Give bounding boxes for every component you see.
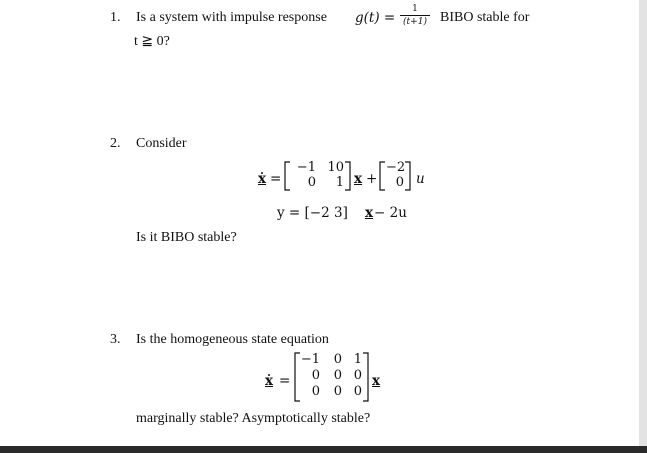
q3-a-23: 0 [353,368,362,383]
q3-matrix-right-bracket [362,352,370,402]
q2-a-21: 0 [307,175,316,190]
q2-a-11: −1 [296,160,316,175]
q2-a-12: 10 [327,160,344,175]
q2-equals: = [270,171,282,187]
q3-a-33: 0 [353,384,362,399]
q2-b-1: −2 [386,160,406,175]
q1-text-before: Is a system with impulse response [136,10,327,25]
q2-matrix-b-left-bracket [378,161,386,191]
q3-number: 3. [110,332,121,347]
q3-a-31: 0 [311,384,320,399]
right-edge-bar [639,0,647,453]
q3-a-11: −1 [300,352,320,367]
q2-number: 2. [110,136,121,151]
bottom-edge-bar [0,446,647,453]
q1-fraction-numerator: 1 [412,4,418,14]
q3-a-12: 0 [333,352,342,367]
q3-label: Is the homogeneous state equation [136,332,329,347]
q3-xdot: ẋ [265,373,274,389]
q2-xdot: ẋ [258,171,267,187]
q2-output-x: x [365,205,374,221]
q2-matrix-b-right-bracket [404,161,412,191]
q2-label: Consider [136,136,187,151]
q1-fraction-denominator: (t+1) [403,17,427,27]
q1-function: g(t) = [355,10,396,26]
q1-fraction [400,4,430,27]
q1-line2: t ≧ 0? [134,34,170,49]
q2-a-22: 1 [335,175,344,190]
q2-input-u: u [416,171,425,187]
q3-a-32: 0 [333,384,342,399]
q3-question: marginally stable? Asymptotically stable? [136,411,371,426]
q2-state-x: x [354,171,363,187]
q2-question: Is it BIBO stable? [136,230,237,245]
q1-number: 1. [110,10,121,25]
q3-a-22: 0 [333,368,342,383]
q3-state-x: x [372,373,381,389]
q3-a-21: 0 [311,368,320,383]
fraction-bar [400,15,430,16]
q2-output-y: y = [−2 3] [277,205,348,221]
q3-a-13: 1 [353,352,362,367]
q2-b-2: 0 [395,175,404,190]
q1-text-after: BIBO stable for [440,10,530,25]
q3-equals: = [279,373,291,389]
q2-matrix-a-right-bracket [344,161,352,191]
q2-output-tail: − 2u [374,205,407,221]
q2-plus: + [366,171,378,187]
q2-matrix-a-left-bracket [283,161,291,191]
